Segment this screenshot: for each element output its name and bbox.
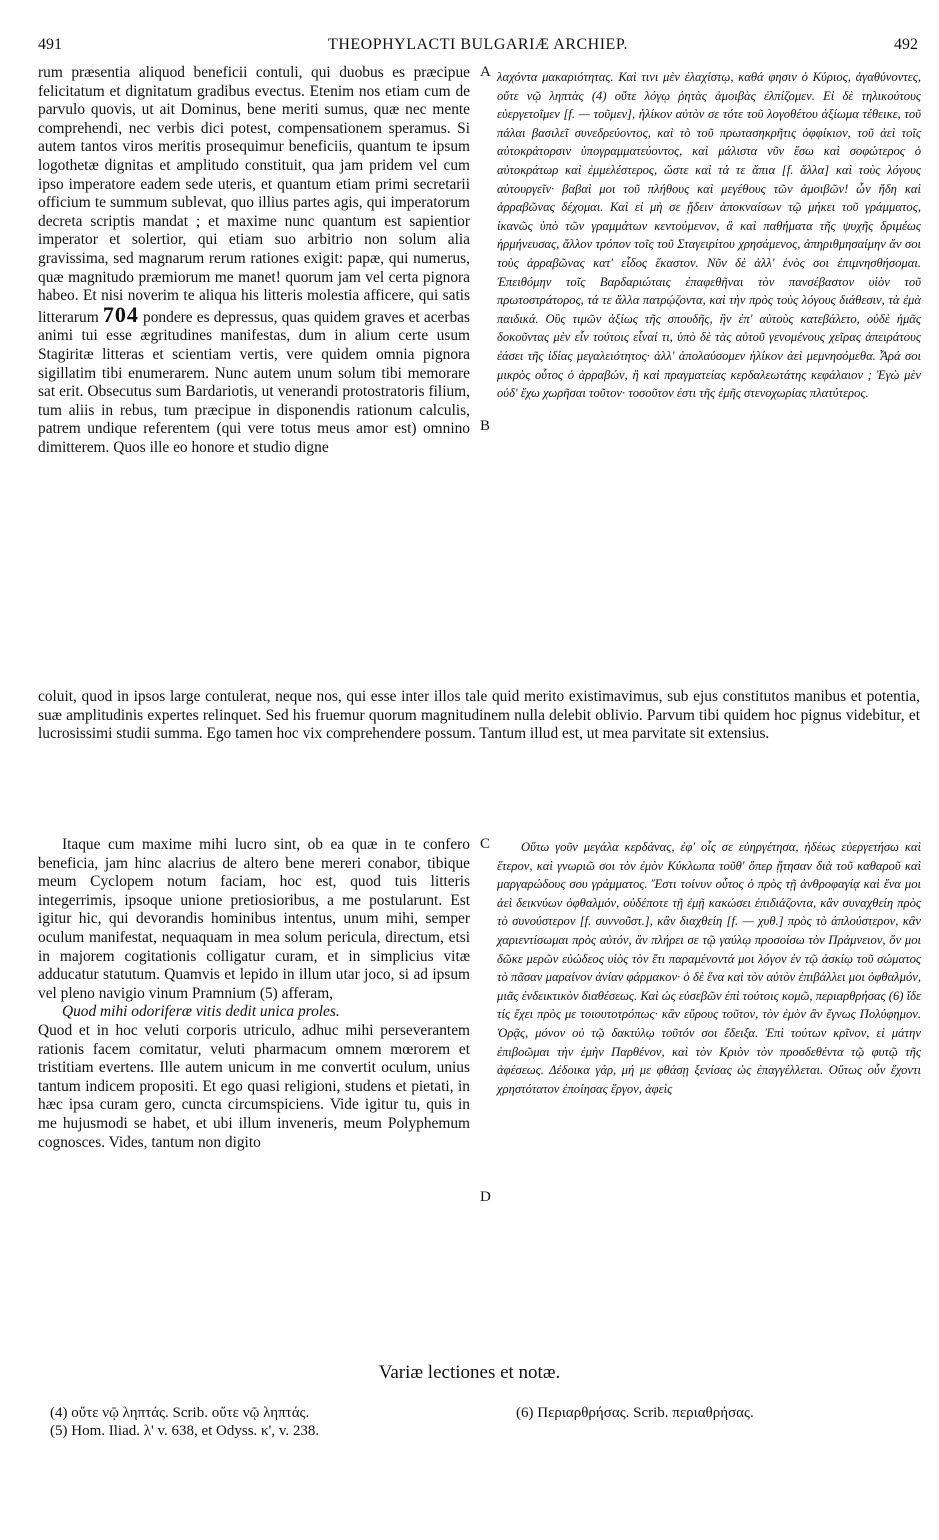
margin-marker-b: B bbox=[480, 418, 491, 434]
right-column-number: 492 bbox=[894, 36, 918, 53]
greek-column-bottom bbox=[497, 838, 921, 1098]
latin-full-width-paragraph bbox=[38, 688, 920, 744]
notes-title: Variæ lectiones et notæ. bbox=[378, 1362, 561, 1383]
page-header bbox=[38, 36, 918, 58]
margin-marker-d: D bbox=[480, 1189, 491, 1205]
latin-paragraph-2: Itaque cum maxime mihi lucro sint, ob ea quæ in te confero beneficia, jam hinc alacrius de altero bene mereri conabor, tibique meum Cyclopem notum faciam, hoc est, quod tuis litteris integerrimis, ipsoque unione pretiosioribus, a me postularunt. Est igitur hic, qui devorandis hominibus intentus, unum mihi, semper oculum manifestat, nequaquam in mea solum pericula, directum, etsi in majorem cogitationis colligatur curam, et in simplicius vitæ adducatur statutum. Quamvis et lepido in illum utar joco, si ad ipsum vel pleno navigio vinum Pramnium (5) afferam, bbox=[38, 836, 470, 1002]
latin-text-part1: rum præsentia aliquod beneficii contuli, qui duobus es præcipue felicitatum et dignitatum gradibus evectus. Etenim nos etiam cum de parvulo quovis, ut ait Dominus, bene meriti sumus, quæ nec mente comprehendi, nec verbis dici potest, compensationem speramus. Si autem tantos viros meritis prosequimur beneficiis, quantum te ipsum logothetæ dignitas et amplitudo constituit, qua jam pridem vel cum ipso imperatore eadem sede uteris, et quantum etiam primi secretarii officium te summum sublevat, quo illius partes agis, qui imperatorum decreta scriptis mandat ; et maxime nunc quantum est sapientior imperator et solertior, qui etiam suo arbitrio non solum alia gravissima, sed magnarum rerum rationes exigit: papæ, qui numerus, quæ magnitudo præmiorum me manet! quorum jam vel certa pignora habeo. Et nisi noverim te aliqua his litteris molestia afficere, qui satis litterarum bbox=[38, 64, 470, 326]
margin-marker-c: C bbox=[480, 836, 491, 852]
latin-full-text: coluit, quod in ipsos large contulerat, neque nos, qui esse inter illos tale quid merito existimavimus, sub ejus constitutos manibus et potentia, suæ amplitudinis expertes relinquet. Sed his fruemur quorum magnitudinem nulla delebit oblivio. Parvum tibi quidem hoc pignus videbitur, et lucrosissimi studii summa. Ego tamen hoc vix comprehendere possum. Tantum illud est, ut mea parvitate sit extensius. bbox=[38, 688, 920, 743]
homeric-quote: Quod mihi odoriferæ vitis dedit unica proles. bbox=[62, 1003, 340, 1021]
latin-column-top bbox=[38, 64, 470, 706]
running-title: THEOPHYLACTI BULGARIÆ ARCHIEP. bbox=[328, 36, 628, 53]
greek-paragraph-2: Οὕτω γοῦν μεγάλα κερδάνας, ἐφ' οἷς σε εὐηργέτησα, ἡδέως εὐεργετήσω καὶ ἕτερον, καὶ γνωριῶ σοι τὸν ἐμὸν Κύκλωπα τοῦθ' ὅπερ ᾔτησαν διὰ τοῦ καθαροῦ καὶ μαργαρώδους σου γράμματος. Ἔστι τοίνυν οὗτος ὁ πρὸς τῇ ἀνθροφαγίᾳ καὶ ἕνα μοι ἀεὶ δεικνύων ὀφθαλμόν, οὐδέποτε τῇ ἐμῇ κακώσει ἐπιδιάζοντα, κἂν συναχθείη πρὸς τὸ συνούστερον [f. συννοῦστ.], κἂν διαχθείη [f. — χυθ.] πρὸς τὸ ἁπλούστερον, κἂν χαριεντίσωμαι πρὸς αὐτόν, ἂν πλήρει σε τῷ γαύλῳ προσοίσω τὸν Πράμνειον, ὅν μοι δῶκε μερῶν εὐώδεος υἱὸς τὸν ἔτι παραμένοντά μοι λόγον ἐν τῷ ἀσκίῳ τοῦ σώματος τὸ πᾶσαν μαραίνον ἀνίαν φάρμακον· ὁ δὲ ἕνα καὶ τὸν αὐτὸν ἐπιβάλλει μοι ὀφθαλμόν, μιᾶς ἐνδεικτικὸν διαθέσεως. Καὶ ὡς εὐσεβῶν ἐπὶ τούτοις κομῶ, περιαρθρήσας (6) ἴδε τίς ἔχει πρὸς με τοιουτοτρόπως· κἂν εὕρους τοῦτον, τὸν ἐμὸν ἂν ἔγνως Πολύφημον. Ὁρᾷς, μόνον οὐ τῷ δακτύλῳ τοῦτόν σοι ἔδειξα. Ἐπὶ τούτων κρῖνον, εἰ μάτην ἐπιβοῶμαι τὴν ἐμὴν Παρθένον, καὶ τὸν Κριὸν τὸν προσδεθέντα τῷ φυτῷ τῆς ἀφέσεως. Δέδοικα γάρ, μή με φθάσῃ ξενίσας ὡς ἐπαγγέλλεται. Οὕτως οὖν ἔχοντι χρηστότατον ἐποίησας ἔργον, ἀφεὶς bbox=[497, 840, 921, 1096]
latin-paragraph-3: Quod et in hoc veluti corporis utriculo, adhuc mihi perseverantem rationis facem comitatur, veluti pharmacum omnem mœrorem et tristitiam evertens. Ille autem unicum in me convertit oculum, unius tantum indicem propositi. Et ego quasi religioni, studens et pietati, in hæc ipsa curam gero, cuncta circumspiciens. Vide igitur tu, quis in me hujusmodi se habet, et ubi illum inveneris, meum Polyphemum cognosces. Vides, tantum non digito bbox=[38, 1021, 470, 1151]
greek-column-top bbox=[497, 68, 921, 710]
notes-left bbox=[50, 1404, 470, 1440]
left-column-number: 491 bbox=[38, 36, 62, 53]
margin-marker-a: A bbox=[480, 64, 491, 80]
note-4: (4) οὔτε νῷ ληπτάς. Scrib. οὔτε νῷ ληπτάς. bbox=[50, 1405, 310, 1421]
greek-paragraph: λαχόντα μακαριότητας. Καὶ τινι μὲν ἐλαχίστῳ, καθά φησιν ὁ Κύριος, ἀγαθύνοντες, οὔτε νῷ ληπτὰς (4) οὔτε λόγῳ ῥητὰς ἀμοιβὰς ἐλπίζομεν. Εἰ δὲ τηλικούτους εὐεργετοῖμεν [f. — τοῦμεν], ἡλίκον αὐτὸν σε τότε τοῦ λογοθέτου ἀξίωμα τέθεικε, τοῦ πάλαι βασιλεῖ συνεδρεύοντος, καὶ τὸ τοῦ πρωτασηκρῆτις ὀφφίκιον, τοῦ ἀεὶ τοῖς αὐτοκράτορσιν ὑπογραμματεύοντος, καὶ μάλιστα νῦν ἔσω καὶ σοφώτερος ὁ αὐτοκράτωρ καὶ ἐμμελέστερος, ὥστε καὶ τά τε ἄπια [f. ἄλλα] καὶ τοὺς λόγους αὐτουργεῖν· βαβαὶ μοι τοῦ πλήθους καὶ μεγέθους τῶν ἀμοιβῶν! ὧν ἤδη καὶ ἀρραβῶνας δέχομαι. Καὶ εἰ μὴ σε ᾔδειν ἀποκναίσων τῷ μήκει τοῦ γράμματος, ἱκανῶς ὑπὸ τῶν γραμμάτων κεντούμενον, ἃ καὶ παθήματα τῆς ψυχῆς δριμέως ἡρμήνευσας, ἄλλον τρόπον τοῖς τοῦ Σταγειρίτου χρησάμενος, ἀπηριθμησαίμην ἄν σοι τοὺς ἀρραβῶνας κατ' εἶδος ἕκαστον. Νῦν δὲ ἀλλ' ἑνὸς σοι ἐπιμνησθήσομαι. Ἐπειθόμην τοῖς Βαρδαριώταις ἐπαφεθῆναι τὸν πανσέβαστον υἱὸν τοῦ πρωτοστράτορος, τά τε ἄλλα πατρῴζοντα, καὶ τὴν πρὸς τοὺς λόγους διάθεσιν, τὰ ἐμὰ παιδικά. Οὓς τιμῶν ἀξίως τῆς σπουδῆς, ἣν ἐπ' αὐτοὺς κατεβάλετο, οὐδὲ ἡμᾶς δοκοῦντας μὲν εἶν τούτοις εἶναί τι, ὑπὸ δὲ τὰς αὐτοῦ γενομένους χεῖρας ἀπειράτους ἐάσει τῆς ἰδίας μεγαλειότητος· ἀλλ' ἀπολαύσομεν ἡλίκον ἀεὶ μεμνησόμεθα. Ἆρά σοι μικρὸς οὗτος ὁ ἀρραβών, ἢ καὶ πραγματείας κερδαλεωτάτης κεφάλαιον ; Ἐγὼ μὲν οὐδ' ἔχω χωρῆσαι τοῦτον· τοσοῦτον ἐστι τῆς ἐμῆς στενοχωρίας πλατύτερος. bbox=[497, 70, 921, 401]
latin-column-bottom bbox=[38, 836, 470, 1152]
latin-paragraph bbox=[38, 64, 470, 457]
notes-right bbox=[516, 1404, 916, 1422]
note-5: (5) Hom. Iliad. λ' v. 638, et Odyss. κ', v. 238. bbox=[50, 1423, 320, 1439]
note-6: (6) Περιαρθρήσας. Scrib. περιαθρήσας. bbox=[516, 1405, 754, 1421]
column-number-marker: 704 bbox=[102, 301, 139, 327]
latin-text-part2: pondere es depressus, quas quidem graves et acerbas animi tui esse ægritudines manifestas, dum in alium certe usum Stagiritæ litteras et scientiam vertis, vere quidem omnia pignora sigillatim tibi enumerarem. Nunc autem unum solum tibi memorare sat erit. Obsecutus sum Bardariotis, ut venerandi protostratoris filium, tum aliis in rebus, tum præcipue in disponendis rationum calculis, patrem undique referentem (qui vere totus meus amor est) omnino dimitterem. Quos ille eo honore et studio digne bbox=[38, 308, 471, 456]
